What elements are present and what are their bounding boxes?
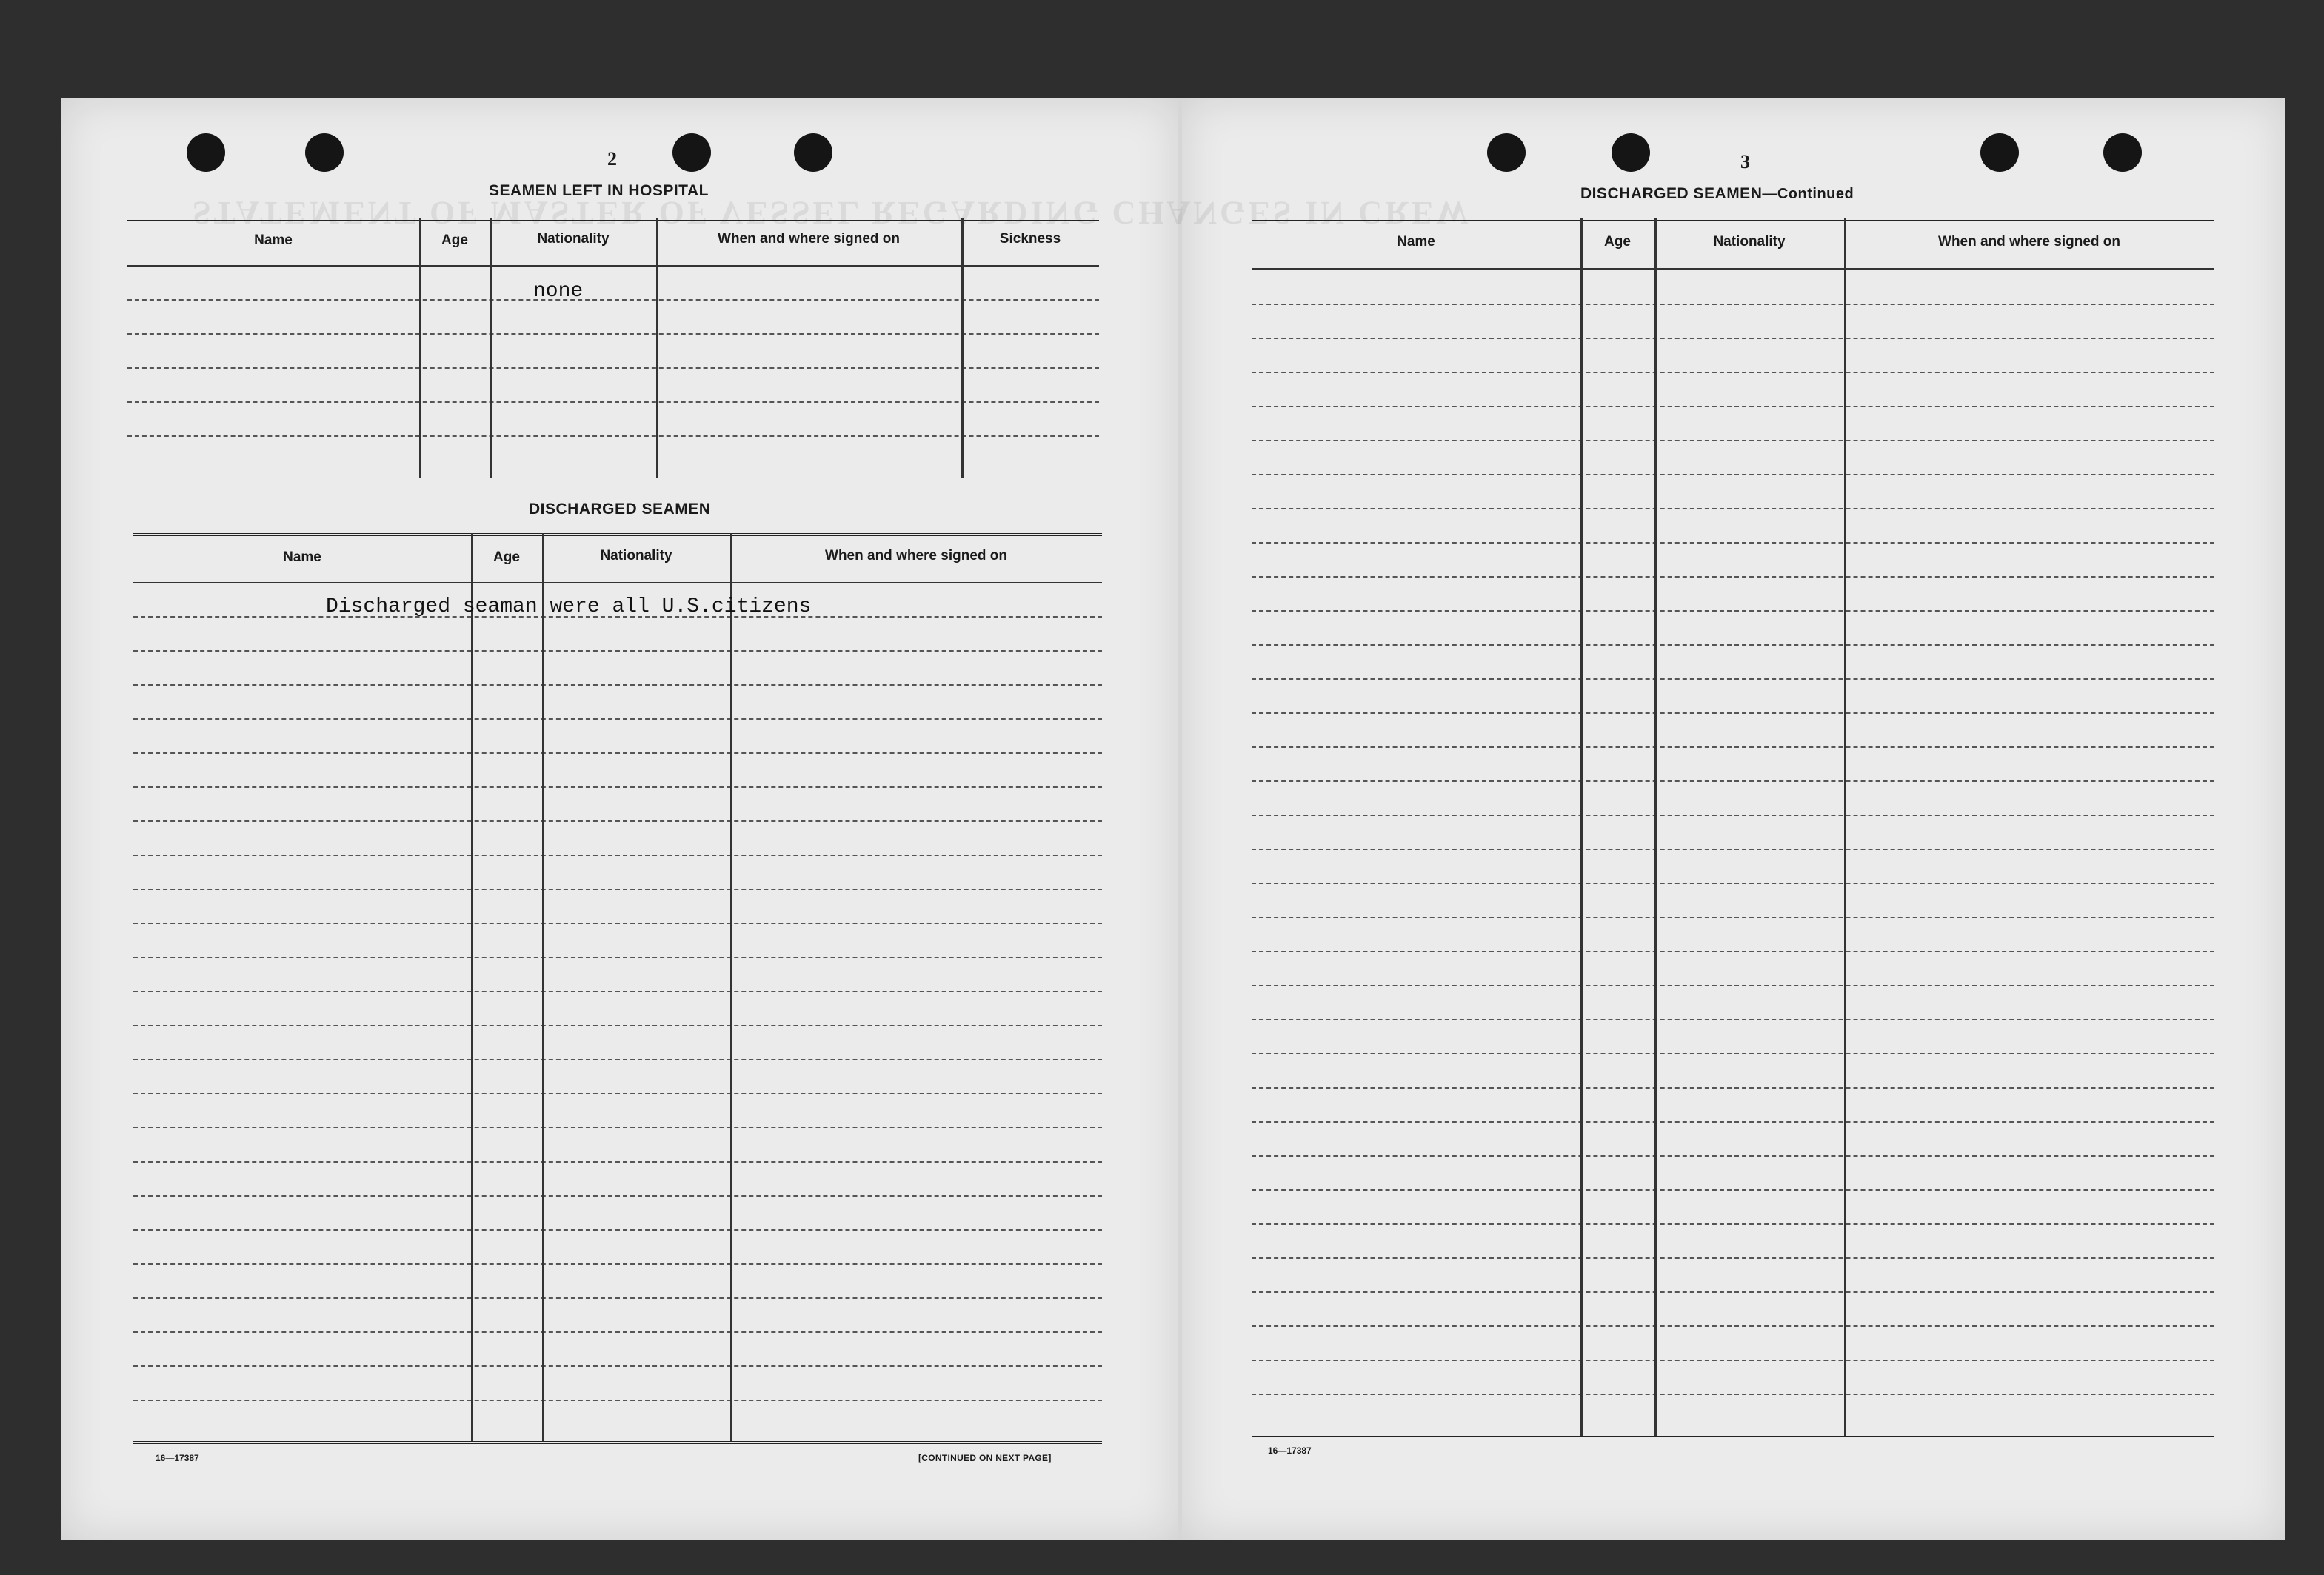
- column-header-age: Age: [1604, 234, 1631, 250]
- punch-hole: [305, 133, 344, 172]
- column-header-name: Name: [254, 233, 293, 248]
- discharged-table: [133, 533, 1102, 1444]
- column-header-age: Age: [493, 549, 520, 565]
- discharged-continued-title: DISCHARGED SEAMEN—Continued: [1580, 185, 1854, 202]
- hospital-section-title: SEAMEN LEFT IN HOSPITAL: [489, 182, 709, 199]
- column-header-nationality: Nationality: [537, 231, 610, 247]
- punch-hole: [672, 133, 711, 172]
- hospital-table: [127, 218, 1099, 478]
- bleed-through-text: STATEMENT OF MASTER OF VESSEL REGARDING CHANGES IN CREW: [193, 195, 1472, 231]
- column-header-age: Age: [441, 233, 468, 248]
- column-header-name: Name: [1397, 234, 1435, 250]
- column-header-name: Name: [283, 549, 321, 565]
- typed-entry-discharged: Discharged seaman were all U.S.citizens: [326, 595, 812, 618]
- form-number: 16—17387: [1268, 1445, 1312, 1456]
- column-header-signed-on: When and where signed on: [718, 231, 900, 247]
- typed-entry-none: none: [533, 280, 584, 303]
- page-number: 2: [607, 148, 617, 170]
- page-number: 3: [1740, 151, 1750, 173]
- form-number: 16—17387: [156, 1453, 199, 1463]
- column-header-signed-on: When and where signed on: [1938, 234, 2120, 250]
- punch-hole: [1612, 133, 1650, 172]
- column-header-sickness: Sickness: [999, 231, 1061, 247]
- discharged-continued-table: [1252, 218, 2214, 1439]
- punch-hole: [1487, 133, 1526, 172]
- punch-hole: [187, 133, 225, 172]
- column-header-nationality: Nationality: [1713, 234, 1786, 250]
- column-header-signed-on: When and where signed on: [825, 548, 1007, 564]
- continued-note: [CONTINUED ON NEXT PAGE]: [918, 1453, 1052, 1463]
- punch-hole: [2103, 133, 2142, 172]
- column-header-nationality: Nationality: [600, 548, 672, 564]
- discharged-section-title: DISCHARGED SEAMEN: [529, 501, 711, 518]
- punch-hole: [794, 133, 832, 172]
- punch-hole: [1980, 133, 2019, 172]
